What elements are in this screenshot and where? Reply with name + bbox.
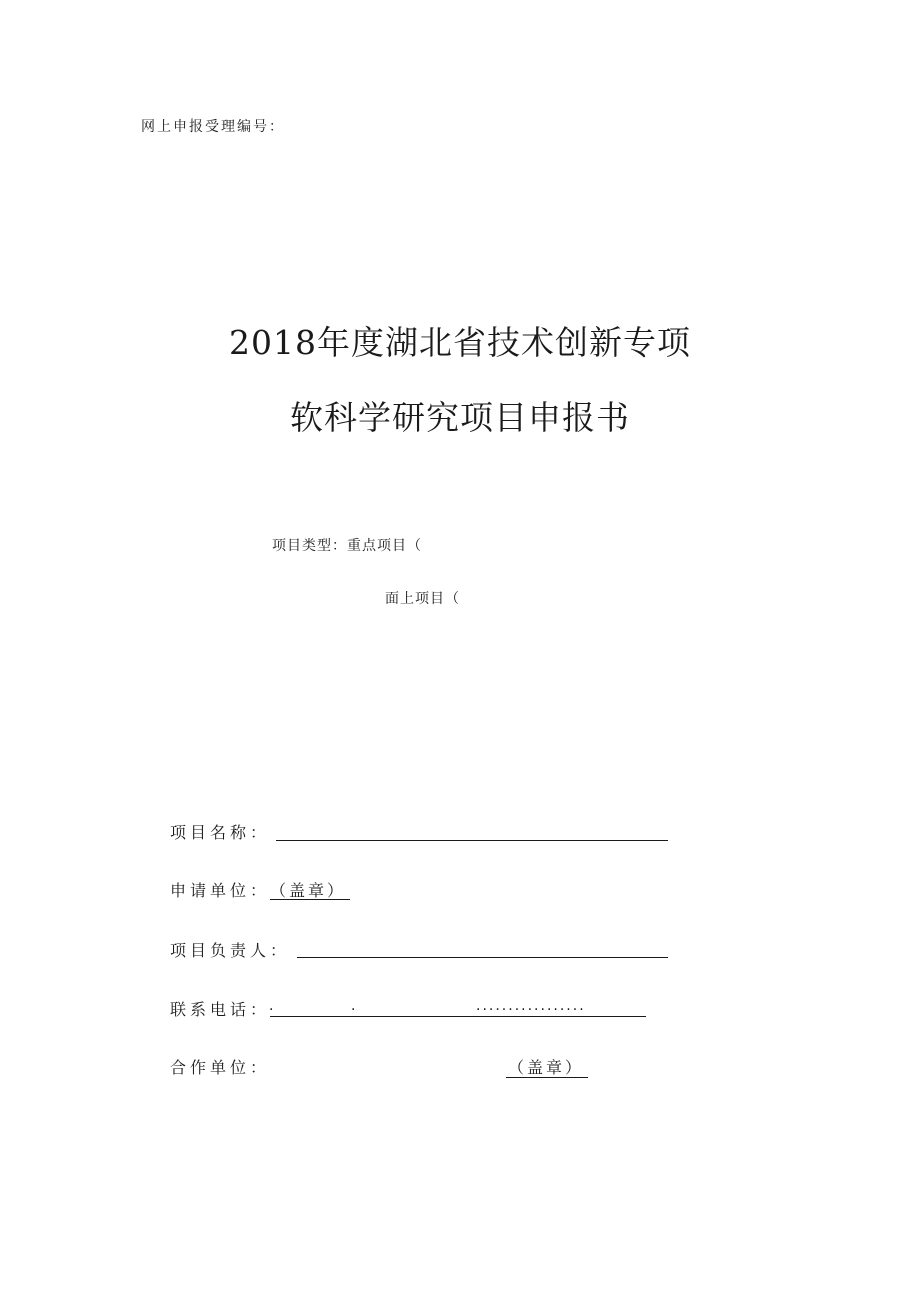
- document-title-line-1: 2018年度湖北省技术创新专项: [229, 323, 691, 362]
- project-name-label: 项目名称：: [170, 823, 271, 842]
- phone-dots-3: .................: [476, 998, 586, 1014]
- project-name-line[interactable]: [276, 840, 668, 841]
- project-leader-line[interactable]: [297, 957, 668, 958]
- phone-dot-2: .: [351, 998, 358, 1014]
- partner-unit-line[interactable]: [506, 1077, 588, 1078]
- partner-stamp-text: （盖章）: [508, 1058, 585, 1077]
- applicant-unit-label: 申请单位：: [170, 881, 271, 900]
- project-type-general: 面上项目（: [385, 591, 460, 607]
- phone-dot-1: .: [269, 998, 276, 1014]
- document-title-line-2: 软科学研究项目申报书: [290, 398, 630, 437]
- contact-phone-label: 联系电话：: [170, 1000, 271, 1019]
- applicant-stamp-text: （盖章）: [270, 881, 347, 900]
- contact-phone-line[interactable]: [270, 1016, 646, 1017]
- project-leader-label: 项目负责人：: [170, 941, 291, 960]
- project-type-key: 项目类型：重点项目（: [272, 538, 422, 554]
- acceptance-number-label: 网上申报受理编号：: [141, 119, 285, 135]
- applicant-unit-line[interactable]: [270, 899, 350, 900]
- partner-unit-label: 合作单位：: [170, 1058, 271, 1077]
